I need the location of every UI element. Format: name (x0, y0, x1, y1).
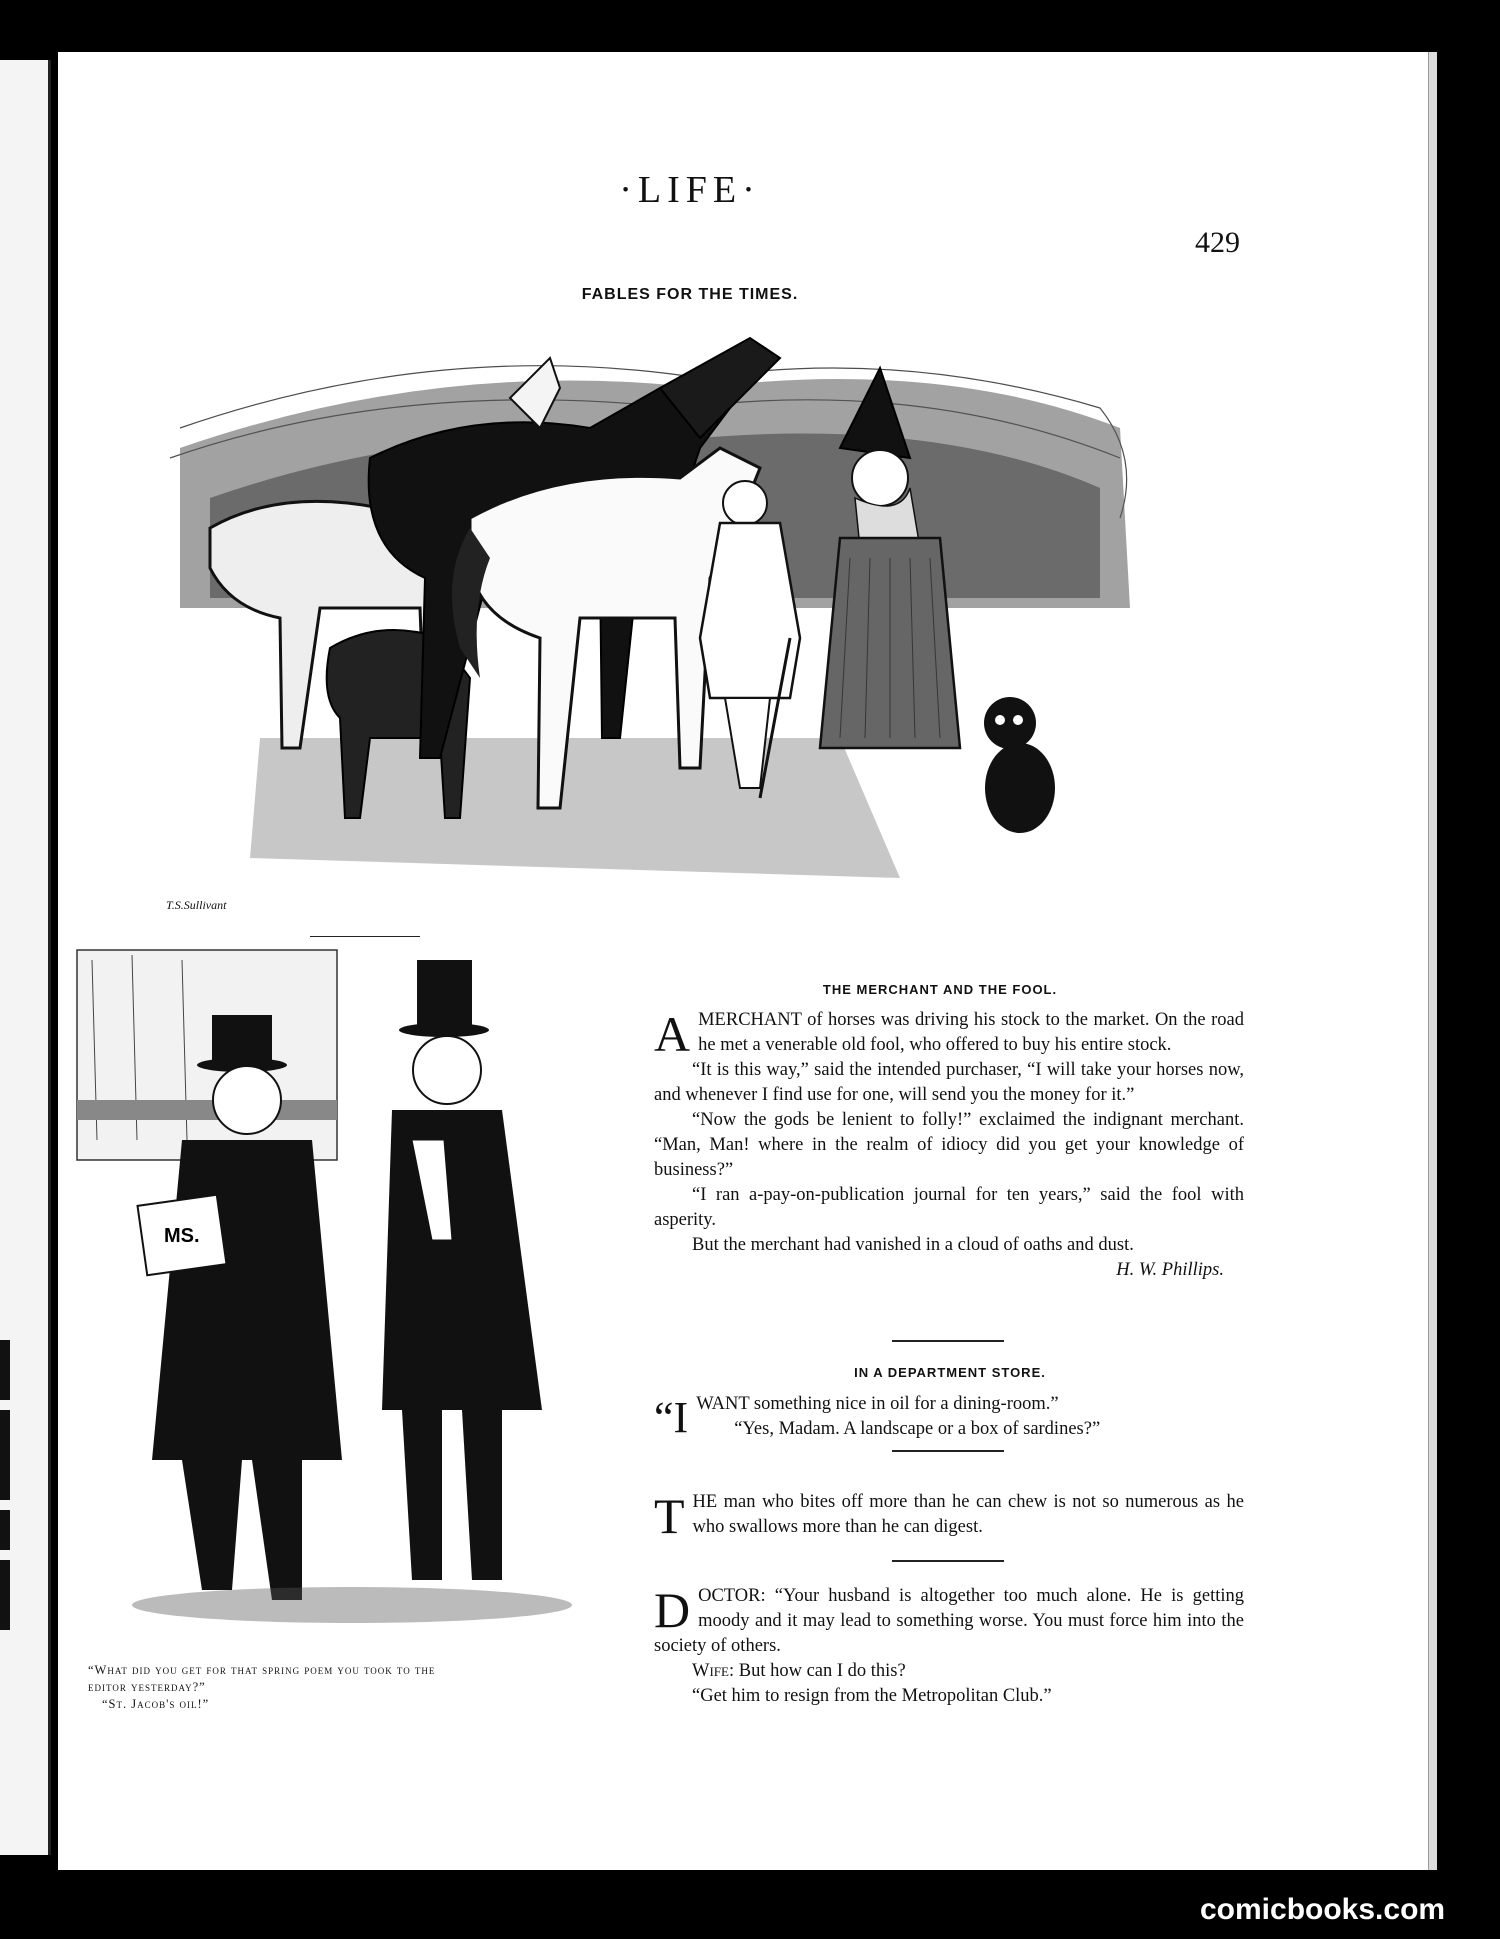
divider (892, 1560, 1004, 1562)
fable-author: H. W. Phillips. (1116, 1260, 1224, 1280)
doctor-paragraph: OCTOR: “Your husband is altogether too much alone. He is getting moody and it may lead to something worse. You must force him into the society of others. (654, 1586, 1244, 1656)
wife-label: Wife: (692, 1661, 735, 1681)
fable-text (654, 1008, 1244, 1283)
artist-signature: T.S.Sullivant (166, 898, 227, 912)
department-store-title: IN A DEPARTMENT STORE. (854, 1365, 1046, 1380)
divider (310, 936, 420, 937)
two-gentlemen-illustration (72, 940, 632, 1640)
wife-text: But how can I do this? (738, 1661, 906, 1681)
dropcap-d: D (654, 1582, 691, 1638)
watermark: comicbooks.com (1200, 1893, 1446, 1926)
merchant-and-fool-illustration (140, 318, 1250, 978)
illustration-caption: THE MERCHANT AND THE FOOL. (822, 982, 1058, 997)
doctor-reply: “Get him to resign from the Metropolitan Club.” (692, 1686, 1052, 1706)
caption-line-2: editor yesterday?” (88, 1680, 206, 1694)
manuscript-label: MS. (164, 1225, 200, 1247)
bottom-illustration-caption (88, 1662, 648, 1713)
divider (892, 1450, 1004, 1452)
fable-paragraph-3: “Now the gods be lenient to folly!” exclaimed the indignant merchant. “Man, Man! where in the realm of idiocy did you get your knowledge of business?” (654, 1110, 1244, 1180)
dropcap-a: A (654, 1006, 691, 1062)
fable-paragraph-5: But the merchant had vanished in a cloud of oaths and dust. (692, 1235, 1134, 1255)
section-title: FABLES FOR THE TIMES. (581, 286, 799, 303)
doctor-text (654, 1584, 1244, 1709)
caption-line-1: “What did you get for that spring poem you took to the (88, 1663, 436, 1677)
chew-text (654, 1488, 1244, 1544)
divider (892, 1340, 1004, 1342)
chew-paragraph: HE man who bites off more than he can chew is not so numerous as he who swallows more than he can digest. (692, 1492, 1244, 1537)
page-edge (1428, 52, 1437, 1870)
fable-paragraph-1: MERCHANT of horses was driving his stock to the market. On the road he met a venerable old fool, who offered to buy his entire stock. (698, 1010, 1244, 1055)
previous-page-marks (0, 1330, 14, 1650)
dropcap-t: T (654, 1488, 685, 1544)
previous-page-edge (0, 60, 51, 1855)
fable-paragraph-2: “It is this way,” said the intended purchaser, “I will take your horses now, and whenever I find use for one, will send you the money for it.” (654, 1060, 1244, 1105)
caption-line-3: “St. Jacob's oil!” (102, 1697, 210, 1711)
page-number: 429 (1195, 226, 1240, 259)
department-store-line-1: WANT something nice in oil for a dining-room.” (696, 1394, 1059, 1414)
dropcap-i: “I (654, 1393, 689, 1442)
department-store-text (654, 1392, 1244, 1442)
magazine-title: ·LIFE· (619, 169, 761, 211)
department-store-line-2: “Yes, Madam. A landscape or a box of sardines?” (734, 1419, 1101, 1439)
fable-paragraph-4: “I ran a-pay-on-publication journal for ten years,” said the fool with asperity. (654, 1185, 1244, 1230)
